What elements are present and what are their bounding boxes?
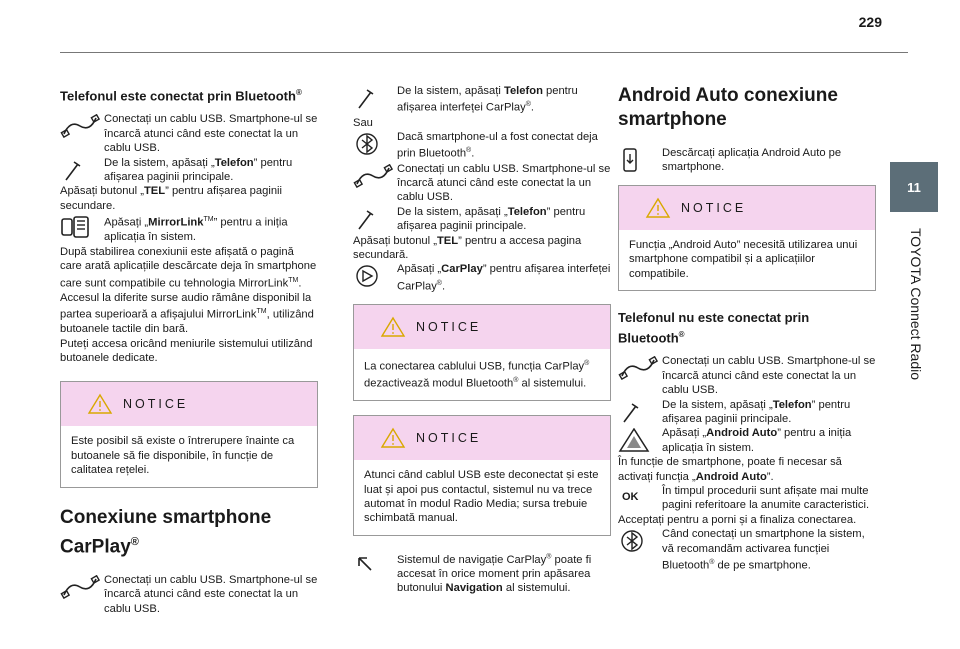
- bluetooth-icon: [618, 529, 658, 553]
- carplay-icon: [353, 264, 393, 288]
- notice-text: Funcția „Android Auto” necesită utilizarea unui smartphone compatibil și a aplicațiilor compatibile.: [629, 238, 858, 280]
- step-press-telefon: De la sistem, apăsați „Telefon” pentru afișarea paginii principale.: [60, 156, 318, 185]
- notice-text: Atunci când cablul USB este deconectat și este luat și apoi pus contactul, sistemul nu va trece automat în modul Radio Media; sursa trebuie schimbată manual.: [364, 469, 599, 525]
- mirrorlink-icon: [60, 215, 100, 239]
- usb-cable-icon: [618, 356, 658, 380]
- section-heading-bluetooth-connected: Telefonul este conectat prin Bluetooth®: [60, 88, 302, 104]
- finger-press-icon: [60, 158, 100, 182]
- paragraph-tel-button: Apăsați butonul „TEL” pentru afișarea paginii secundare.: [60, 185, 283, 212]
- step-already-connected-bluetooth: Dacă smartphone-ul a fost conectat deja prin Bluetooth®.: [353, 130, 611, 162]
- bluetooth-icon: [353, 132, 393, 156]
- finger-press-icon: [353, 207, 393, 231]
- step-ok-pages: OK În timpul procedurii sunt afișate mai multe pagini referitoare la anumite caracteristici.: [622, 485, 870, 512]
- column-2: [353, 84, 611, 596]
- notice-header: NOTICE: [61, 382, 317, 426]
- paragraph-audio-sources: Accesul la diferite surse audio rămâne disponibil la partea superioară a afișajului MirrorLink™, utilizând butoanele tactile din bară.: [60, 291, 314, 336]
- notice-box-network: [60, 381, 318, 487]
- smartphone-download-icon: [618, 148, 658, 172]
- step-connect-usb: Conectați un cablu USB. Smartphone-ul se încarcă atunci când este conectat la un cablu USB.: [60, 112, 318, 155]
- notice-text: La conectarea cablului USB, funcția CarPlay® dezactivează modul Bluetooth® al sistemului.: [364, 359, 590, 390]
- step-press-telefon-2: De la sistem, apăsați „Telefon” pentru afișarea paginii principale.: [353, 205, 611, 234]
- column-1: [60, 84, 318, 616]
- notice-header: NOTICE: [619, 186, 875, 230]
- usb-cable-icon: [353, 164, 393, 188]
- notice-box-usb-disconnect: [353, 415, 611, 536]
- paragraph-connection-established: După stabilirea conexiunii este afișată o pagină care arată aplicațiile descărcate deja în smartphone care sunt compatibile cu tehnologia MirrorLink™.: [60, 245, 317, 290]
- usb-cable-icon: [60, 575, 100, 599]
- notice-box-android-auto: [618, 185, 876, 291]
- paragraph-tel-secondary: Apăsați butonul „TEL” pentru a accesa pagina secundară.: [353, 234, 582, 261]
- step-connect-usb-carplay: Conectați un cablu USB. Smartphone-ul se încarcă atunci când este conectat la un cablu USB.: [60, 573, 318, 616]
- section-heading-carplay: Conexiune smartphone CarPlay®: [60, 506, 272, 557]
- notice-text: Este posibil să existe o întrerupere înainte ca butoanele să fie disponibile, în funcție de calitatea rețelei.: [71, 435, 295, 477]
- page-number: 229: [858, 14, 882, 30]
- notice-header: NOTICE: [354, 416, 610, 460]
- finger-press-icon: [618, 400, 658, 424]
- warning-triangle-icon: [87, 393, 113, 415]
- chapter-title: TOYOTA Connect Radio: [908, 228, 924, 380]
- step-download-android-auto: Descărcați aplicația Android Auto pe smartphone.: [618, 146, 876, 175]
- step-connect-usb-2: Conectați un cablu USB. Smartphone-ul se încarcă atunci când este conectat la un cablu USB.: [353, 162, 611, 205]
- ok-icon: OK: [622, 491, 639, 504]
- notice-box-usb-carplay: [353, 304, 611, 401]
- paragraph-sau: Sau: [353, 116, 373, 129]
- notice-header: NOTICE: [354, 305, 610, 349]
- step-press-carplay: Apăsați „CarPlay” pentru afișarea interfeței CarPlay®.: [353, 262, 611, 294]
- warning-triangle-icon: [380, 316, 406, 338]
- chapter-number-tab: 11: [890, 162, 938, 212]
- step-recommend-bluetooth: Când conectați un smartphone la sistem, vă recomandăm activarea funcției Bluetooth® de pe smartphone.: [618, 527, 876, 573]
- android-auto-icon: [618, 428, 658, 452]
- header-divider: [60, 52, 908, 53]
- warning-triangle-icon: [380, 427, 406, 449]
- step-press-telefon-carplay: De la sistem, apăsați Telefon pentru afișarea interfeței CarPlay®.: [353, 84, 611, 116]
- step-connect-usb-android: Conectați un cablu USB. Smartphone-ul se încarcă atunci când este conectat la un cablu USB.: [618, 354, 876, 397]
- navigation-arrow-icon: [353, 552, 393, 576]
- step-navigation-carplay: Sistemul de navigație CarPlay® poate fi accesat în orice moment prin apăsarea butonului Navigation al sistemului.: [353, 550, 611, 596]
- paragraph-system-menus: Puteți accesa oricând meniurile sistemului utilizând butoanele dedicate.: [60, 337, 313, 365]
- section-heading-bluetooth-not-connected: Telefonul nu este conectat prin Bluetooth®: [618, 310, 810, 346]
- step-press-telefon-android: De la sistem, apăsați „Telefon” pentru afișarea paginii principale.: [618, 398, 876, 427]
- column-3: [618, 84, 876, 573]
- usb-cable-icon: [60, 114, 100, 138]
- step-press-mirrorlink: Apăsați „MirrorLink™” pentru a iniția aplicația în sistem.: [60, 213, 318, 245]
- section-heading-android-auto: Android Auto conexiune smartphone: [618, 85, 838, 130]
- warning-triangle-icon: [645, 197, 671, 219]
- paragraph-accept: Acceptați pentru a porni și a finaliza conectarea.: [618, 513, 857, 526]
- step-press-android-auto: Apăsați „Android Auto” pentru a iniția aplicația în sistem.: [618, 426, 876, 455]
- paragraph-activate-android-auto: În funcție de smartphone, poate fi necesar să activați funcția „Android Auto”.: [618, 456, 842, 483]
- finger-press-icon: [353, 86, 393, 110]
